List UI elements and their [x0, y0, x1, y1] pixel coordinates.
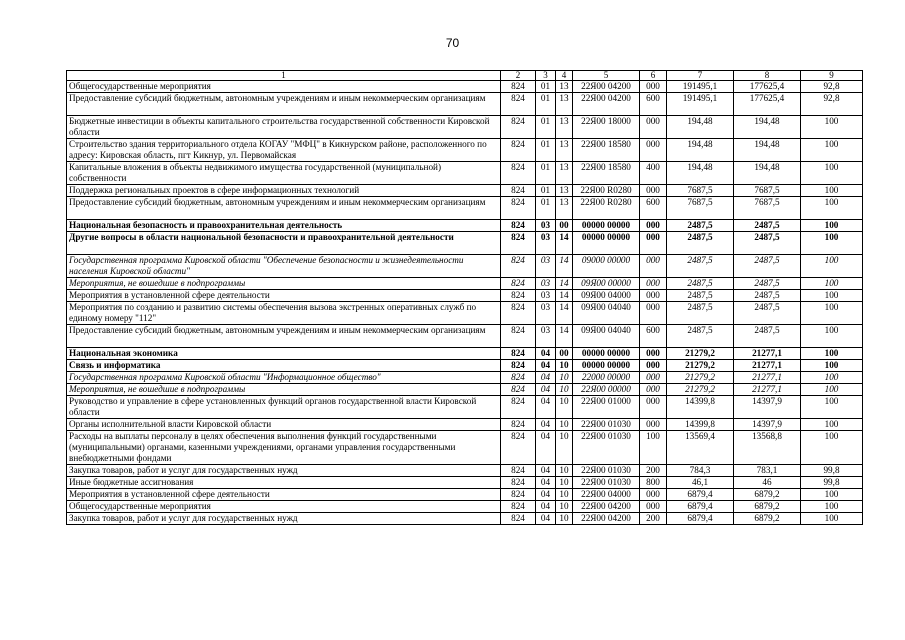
row-target-article: 22Я00 04000: [573, 489, 640, 501]
table-row: [67, 185, 863, 197]
row-section: 03: [536, 220, 556, 232]
row-plan-amount: 2487,5: [667, 290, 734, 302]
row-actual-amount: 194,48: [734, 139, 801, 162]
row-section: 04: [536, 419, 556, 431]
row-expense-type: 000: [640, 278, 667, 290]
row-percent: 100: [801, 139, 863, 162]
table-header-row: [67, 71, 863, 81]
row-subsection: 14: [556, 278, 573, 290]
row-percent: 100: [801, 501, 863, 513]
row-actual-amount: 6879,2: [734, 513, 801, 525]
row-actual-amount: 21277,1: [734, 348, 801, 360]
row-section: 03: [536, 278, 556, 290]
column-header: 6: [640, 71, 667, 81]
row-expense-type: 000: [640, 419, 667, 431]
row-subsection: 13: [556, 197, 573, 220]
row-percent: 100: [801, 396, 863, 419]
row-name: Органы исполнительной власти Кировской области: [67, 419, 501, 431]
row-name: Закупка товаров, работ и услуг для государственных нужд: [67, 513, 501, 525]
table-row: [67, 489, 863, 501]
row-subsection: 10: [556, 419, 573, 431]
row-plan-amount: 6879,4: [667, 489, 734, 501]
row-admin-code: 824: [501, 278, 536, 290]
row-percent: 100: [801, 431, 863, 465]
row-percent: 100: [801, 162, 863, 185]
row-actual-amount: 6879,2: [734, 489, 801, 501]
row-actual-amount: 14397,9: [734, 396, 801, 419]
row-admin-code: 824: [501, 325, 536, 348]
row-target-article: 00000 00000: [573, 220, 640, 232]
row-plan-amount: 13569,4: [667, 431, 734, 465]
row-actual-amount: 194,48: [734, 116, 801, 139]
row-subsection: 10: [556, 372, 573, 384]
row-subsection: 13: [556, 81, 573, 93]
row-expense-type: 000: [640, 396, 667, 419]
row-admin-code: 824: [501, 185, 536, 197]
row-target-article: 22Я00 R0280: [573, 185, 640, 197]
row-name: Закупка товаров, работ и услуг для государственных нужд: [67, 465, 501, 477]
row-section: 03: [536, 255, 556, 278]
table-row: [67, 93, 863, 116]
row-actual-amount: 177625,4: [734, 93, 801, 116]
row-target-article: 22Я00 04200: [573, 513, 640, 525]
row-subsection: 14: [556, 290, 573, 302]
row-subsection: 00: [556, 348, 573, 360]
table-row: [67, 325, 863, 348]
page-number: 70: [445, 36, 460, 50]
row-plan-amount: 7687,5: [667, 197, 734, 220]
row-section: 01: [536, 185, 556, 197]
row-admin-code: 824: [501, 489, 536, 501]
row-admin-code: 824: [501, 197, 536, 220]
row-name: Мероприятия, не вошедшие в подпрограммы: [67, 384, 501, 396]
row-subsection: 10: [556, 501, 573, 513]
row-percent: 100: [801, 220, 863, 232]
row-target-article: 09Я00 04040: [573, 302, 640, 325]
table-row: [67, 477, 863, 489]
row-plan-amount: 191495,1: [667, 81, 734, 93]
row-name: Связь и информатика: [67, 360, 501, 372]
row-expense-type: 000: [640, 255, 667, 278]
row-admin-code: 824: [501, 396, 536, 419]
row-section: 01: [536, 116, 556, 139]
row-plan-amount: 6879,4: [667, 513, 734, 525]
row-plan-amount: 46,1: [667, 477, 734, 489]
row-name: Предоставление субсидий бюджетным, автономным учреждениям и иным некоммерческим организациям: [67, 325, 501, 348]
row-percent: 100: [801, 360, 863, 372]
row-section: 03: [536, 325, 556, 348]
row-target-article: 22000 00000: [573, 372, 640, 384]
row-percent: 100: [801, 255, 863, 278]
row-actual-amount: 21277,1: [734, 360, 801, 372]
row-percent: 100: [801, 302, 863, 325]
column-header: 5: [573, 71, 640, 81]
row-percent: 92,8: [801, 81, 863, 93]
column-header: 3: [536, 71, 556, 81]
row-admin-code: 824: [501, 220, 536, 232]
column-header: 8: [734, 71, 801, 81]
row-subsection: 14: [556, 302, 573, 325]
row-subsection: 13: [556, 162, 573, 185]
row-actual-amount: 2487,5: [734, 220, 801, 232]
row-target-article: 22Я00 01030: [573, 419, 640, 431]
row-subsection: 13: [556, 116, 573, 139]
row-actual-amount: 6879,2: [734, 501, 801, 513]
row-target-article: 22Я00 01000: [573, 396, 640, 419]
table-row: [67, 197, 863, 220]
row-name: Поддержка региональных проектов в сфере информационных технологий: [67, 185, 501, 197]
table-row: [67, 81, 863, 93]
row-percent: 100: [801, 325, 863, 348]
row-target-article: 00000 00000: [573, 348, 640, 360]
row-plan-amount: 784,3: [667, 465, 734, 477]
row-actual-amount: 13568,8: [734, 431, 801, 465]
table-row: [67, 278, 863, 290]
row-percent: 99,8: [801, 477, 863, 489]
row-name: Бюджетные инвестиции в объекты капитального строительства государственной собственности Кировской области: [67, 116, 501, 139]
row-name: Мероприятия по созданию и развитию системы обеспечения вызова экстренных оперативных служб по единому номеру "112": [67, 302, 501, 325]
row-section: 03: [536, 290, 556, 302]
row-subsection: 10: [556, 360, 573, 372]
row-percent: 100: [801, 197, 863, 220]
row-expense-type: 000: [640, 116, 667, 139]
row-section: 04: [536, 360, 556, 372]
row-target-article: 00000 00000: [573, 232, 640, 255]
row-name: Национальная безопасность и правоохранительная деятельность: [67, 220, 501, 232]
budget-table: [66, 70, 863, 525]
row-name: Национальная экономика: [67, 348, 501, 360]
table-row: [67, 348, 863, 360]
row-plan-amount: 194,48: [667, 162, 734, 185]
row-admin-code: 824: [501, 116, 536, 139]
row-section: 01: [536, 93, 556, 116]
row-actual-amount: 177625,4: [734, 81, 801, 93]
row-actual-amount: 2487,5: [734, 278, 801, 290]
row-target-article: 22Я00 18000: [573, 116, 640, 139]
table-row: [67, 139, 863, 162]
row-admin-code: 824: [501, 501, 536, 513]
row-target-article: 22Я00 04200: [573, 501, 640, 513]
row-subsection: 10: [556, 465, 573, 477]
row-percent: 92,8: [801, 93, 863, 116]
row-subsection: 10: [556, 513, 573, 525]
row-section: 01: [536, 139, 556, 162]
row-plan-amount: 2487,5: [667, 255, 734, 278]
row-subsection: 10: [556, 477, 573, 489]
row-name: Мероприятия в установленной сфере деятельности: [67, 489, 501, 501]
row-plan-amount: 2487,5: [667, 232, 734, 255]
row-name: Строительство здания территориального отдела КОГАУ "МФЦ" в Кикнурском районе, расположенного по адресу: Кировская область, пгт Кикнур, ул. Первомайская: [67, 139, 501, 162]
row-percent: 100: [801, 372, 863, 384]
row-expense-type: 200: [640, 513, 667, 525]
row-expense-type: 000: [640, 501, 667, 513]
row-admin-code: 824: [501, 302, 536, 325]
row-expense-type: 000: [640, 372, 667, 384]
table-row: [67, 232, 863, 255]
row-section: 01: [536, 162, 556, 185]
row-expense-type: 000: [640, 81, 667, 93]
row-target-article: 22Я00 04200: [573, 81, 640, 93]
table-row: [67, 419, 863, 431]
row-name: Предоставление субсидий бюджетным, автономным учреждениям и иным некоммерческим организациям: [67, 93, 501, 116]
row-subsection: 13: [556, 93, 573, 116]
column-header: 1: [67, 71, 501, 81]
row-plan-amount: 2487,5: [667, 302, 734, 325]
row-actual-amount: 46: [734, 477, 801, 489]
row-expense-type: 000: [640, 348, 667, 360]
row-admin-code: 824: [501, 139, 536, 162]
row-target-article: 09000 00000: [573, 255, 640, 278]
row-target-article: 22Я00 18580: [573, 162, 640, 185]
row-percent: 100: [801, 384, 863, 396]
row-plan-amount: 14399,8: [667, 396, 734, 419]
row-expense-type: 000: [640, 290, 667, 302]
row-admin-code: 824: [501, 93, 536, 116]
row-plan-amount: 21279,2: [667, 360, 734, 372]
row-section: 04: [536, 384, 556, 396]
row-admin-code: 824: [501, 465, 536, 477]
table-row: [67, 255, 863, 278]
table-row: [67, 302, 863, 325]
row-section: 04: [536, 372, 556, 384]
row-expense-type: 100: [640, 431, 667, 465]
row-percent: 100: [801, 290, 863, 302]
row-admin-code: 824: [501, 162, 536, 185]
row-actual-amount: 2487,5: [734, 232, 801, 255]
row-expense-type: 200: [640, 465, 667, 477]
row-percent: 100: [801, 278, 863, 290]
row-expense-type: 800: [640, 477, 667, 489]
row-actual-amount: 783,1: [734, 465, 801, 477]
row-target-article: 22Я00 01030: [573, 465, 640, 477]
row-target-article: 00000 00000: [573, 360, 640, 372]
row-plan-amount: 21279,2: [667, 384, 734, 396]
row-target-article: 22Я00 00000: [573, 384, 640, 396]
row-percent: 100: [801, 232, 863, 255]
row-percent: 100: [801, 419, 863, 431]
row-target-article: 09Я00 04040: [573, 325, 640, 348]
row-name: Капитальные вложения в объекты недвижимого имущества государственной (муниципальной) собственности: [67, 162, 501, 185]
row-admin-code: 824: [501, 384, 536, 396]
row-percent: 100: [801, 185, 863, 197]
row-subsection: 14: [556, 232, 573, 255]
row-expense-type: 600: [640, 93, 667, 116]
row-expense-type: 000: [640, 489, 667, 501]
row-name: Общегосударственные мероприятия: [67, 81, 501, 93]
row-admin-code: 824: [501, 431, 536, 465]
row-plan-amount: 2487,5: [667, 220, 734, 232]
row-plan-amount: 21279,2: [667, 372, 734, 384]
row-expense-type: 000: [640, 139, 667, 162]
table-row: [67, 162, 863, 185]
row-admin-code: 824: [501, 360, 536, 372]
table-row: [67, 116, 863, 139]
row-expense-type: 000: [640, 185, 667, 197]
row-target-article: 22Я00 01030: [573, 431, 640, 465]
row-admin-code: 824: [501, 372, 536, 384]
row-admin-code: 824: [501, 477, 536, 489]
row-admin-code: 824: [501, 255, 536, 278]
row-name: Государственная программа Кировской области "Обеспечение безопасности и жизнедеятельности населения Кировской области": [67, 255, 501, 278]
table-row: [67, 431, 863, 465]
table-row: [67, 372, 863, 384]
row-plan-amount: 191495,1: [667, 93, 734, 116]
row-plan-amount: 194,48: [667, 139, 734, 162]
table-row: [67, 220, 863, 232]
row-target-article: 22Я00 R0280: [573, 197, 640, 220]
row-actual-amount: 21277,1: [734, 372, 801, 384]
row-plan-amount: 21279,2: [667, 348, 734, 360]
row-percent: 100: [801, 348, 863, 360]
column-header: 4: [556, 71, 573, 81]
row-name: Мероприятия, не вошедшие в подпрограммы: [67, 278, 501, 290]
row-expense-type: 000: [640, 302, 667, 325]
row-target-article: 22Я00 18580: [573, 139, 640, 162]
row-percent: 100: [801, 489, 863, 501]
column-header: 7: [667, 71, 734, 81]
row-name: Руководство и управление в сфере установленных функций органов государственной власти Кировской области: [67, 396, 501, 419]
row-target-article: 22Я00 01030: [573, 477, 640, 489]
row-section: 04: [536, 513, 556, 525]
row-plan-amount: 2487,5: [667, 325, 734, 348]
row-actual-amount: 2487,5: [734, 255, 801, 278]
table-row: [67, 465, 863, 477]
row-percent: 99,8: [801, 465, 863, 477]
row-expense-type: 000: [640, 232, 667, 255]
row-section: 04: [536, 465, 556, 477]
row-section: 04: [536, 489, 556, 501]
row-section: 03: [536, 232, 556, 255]
row-plan-amount: 7687,5: [667, 185, 734, 197]
row-actual-amount: 2487,5: [734, 302, 801, 325]
row-percent: 100: [801, 513, 863, 525]
row-expense-type: 600: [640, 197, 667, 220]
row-section: 04: [536, 477, 556, 489]
row-actual-amount: 21277,1: [734, 384, 801, 396]
row-section: 04: [536, 501, 556, 513]
row-name: Общегосударственные мероприятия: [67, 501, 501, 513]
row-actual-amount: 7687,5: [734, 185, 801, 197]
row-section: 03: [536, 302, 556, 325]
row-section: 04: [536, 396, 556, 419]
row-subsection: 10: [556, 431, 573, 465]
table-row: [67, 396, 863, 419]
row-actual-amount: 14397,9: [734, 419, 801, 431]
row-plan-amount: 2487,5: [667, 278, 734, 290]
column-header: 2: [501, 71, 536, 81]
row-actual-amount: 2487,5: [734, 325, 801, 348]
row-target-article: 09Я00 04000: [573, 290, 640, 302]
row-admin-code: 824: [501, 513, 536, 525]
row-subsection: 00: [556, 220, 573, 232]
row-subsection: 14: [556, 255, 573, 278]
row-subsection: 13: [556, 185, 573, 197]
row-expense-type: 000: [640, 220, 667, 232]
row-actual-amount: 194,48: [734, 162, 801, 185]
row-actual-amount: 7687,5: [734, 197, 801, 220]
row-subsection: 14: [556, 325, 573, 348]
row-name: Мероприятия в установленной сфере деятельности: [67, 290, 501, 302]
row-target-article: 09Я00 00000: [573, 278, 640, 290]
row-name: Предоставление субсидий бюджетным, автономным учреждениям и иным некоммерческим организациям: [67, 197, 501, 220]
row-name: Иные бюджетные ассигнования: [67, 477, 501, 489]
row-name: Другие вопросы в области национальной безопасности и правоохранительной деятельности: [67, 232, 501, 255]
table-row: [67, 290, 863, 302]
row-admin-code: 824: [501, 348, 536, 360]
row-percent: 100: [801, 116, 863, 139]
table-row: [67, 501, 863, 513]
row-subsection: 10: [556, 384, 573, 396]
row-admin-code: 824: [501, 290, 536, 302]
column-header: 9: [801, 71, 863, 81]
row-plan-amount: 194,48: [667, 116, 734, 139]
table-row: [67, 384, 863, 396]
row-target-article: 22Я00 04200: [573, 93, 640, 116]
row-expense-type: 600: [640, 325, 667, 348]
row-subsection: 10: [556, 489, 573, 501]
row-expense-type: 400: [640, 162, 667, 185]
row-name: Государственная программа Кировской области "Информационное общество": [67, 372, 501, 384]
row-section: 04: [536, 348, 556, 360]
row-admin-code: 824: [501, 232, 536, 255]
row-admin-code: 824: [501, 81, 536, 93]
row-subsection: 10: [556, 396, 573, 419]
table-row: [67, 360, 863, 372]
table-row: [67, 513, 863, 525]
row-admin-code: 824: [501, 419, 536, 431]
table-body: [67, 81, 863, 525]
row-actual-amount: 2487,5: [734, 290, 801, 302]
row-section: 01: [536, 197, 556, 220]
row-name: Расходы на выплаты персоналу в целях обеспечения выполнения функций государственными (муниципальными) органами, казенными учреждениями, органами управления государственными внебюджетными фондами: [67, 431, 501, 465]
row-subsection: 13: [556, 139, 573, 162]
row-plan-amount: 14399,8: [667, 419, 734, 431]
row-expense-type: 000: [640, 360, 667, 372]
row-section: 04: [536, 431, 556, 465]
row-expense-type: 000: [640, 384, 667, 396]
row-plan-amount: 6879,4: [667, 501, 734, 513]
row-section: 01: [536, 81, 556, 93]
